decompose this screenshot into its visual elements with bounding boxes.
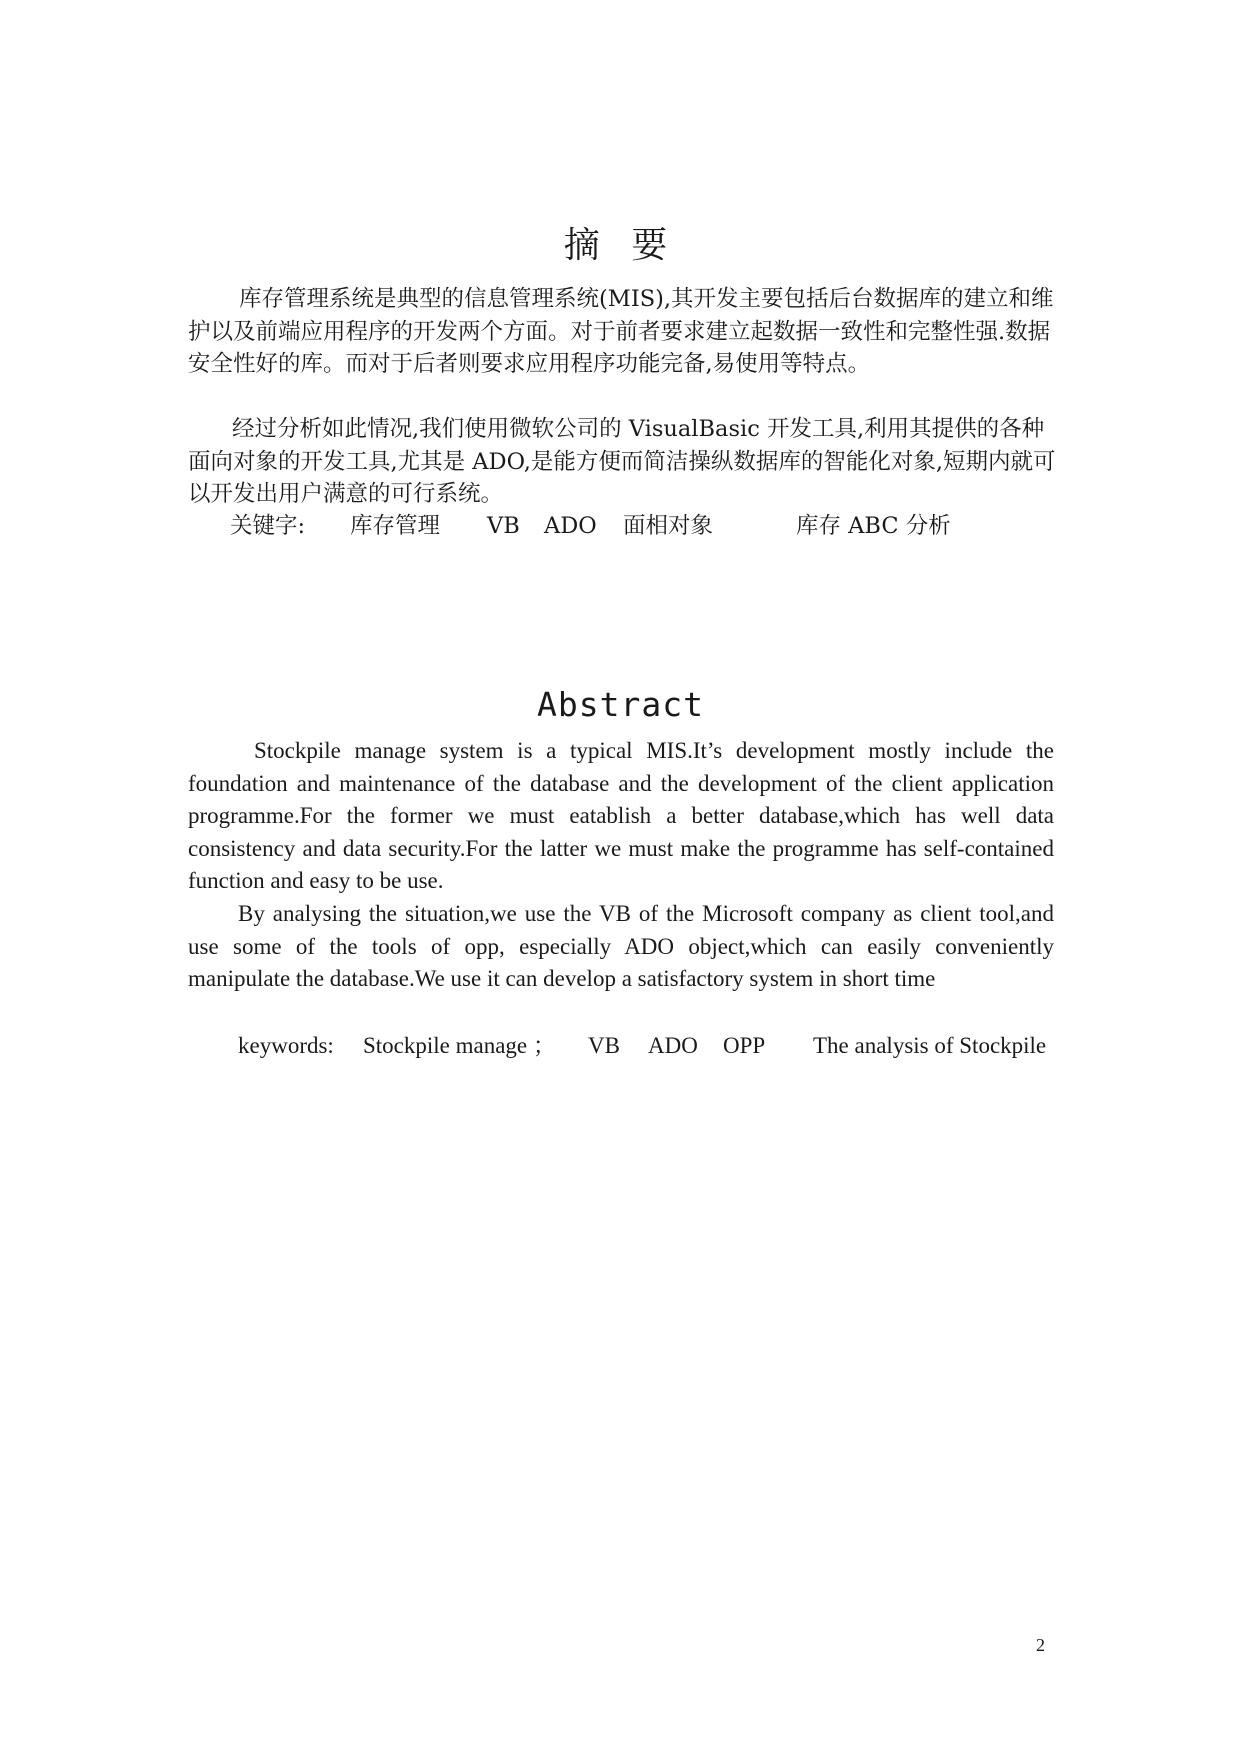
english-abstract-title: Abstract [537, 685, 704, 724]
english-keyword-item: The analysis of Stockpile [813, 1033, 1047, 1058]
chinese-keywords-label: 关键字: [230, 513, 306, 539]
page-number: 2 [1036, 1635, 1045, 1655]
chinese-keyword-item: VB [487, 513, 520, 539]
chinese-keyword-item: 面相对象 [623, 513, 714, 539]
english-keyword-item: OPP [723, 1033, 766, 1058]
english-abstract-paragraph-1: Stockpile manage system is a typical MIS.It’s development mostly include the foundation and maintenance of the database and the development of the client application programme.For the former we must eatablish a better database,which has well data consistency and data security.For the latter we must make the programme has self-contained function and easy to be use. [188, 738, 1054, 894]
english-keyword-item: Stockpile manage ； [363, 1033, 556, 1058]
chinese-keywords [230, 510, 1060, 542]
chinese-keyword-item: 库存 ABC 分析 [796, 513, 951, 539]
chinese-abstract-title: 摘 要 [563, 225, 678, 266]
chinese-abstract-paragraph-2: 经过分析如此情况,我们使用微软公司的 VisualBasic 开发工具,利用其提供的各种面向对象的开发工具,尤其是 ADO,是能方便而简洁操纵数据库的智能化对象,短期内就可以开发出用户满意的可行系统。 [188, 416, 1056, 507]
english-keywords-label: keywords: [238, 1033, 334, 1058]
english-keyword-item: VB [588, 1033, 620, 1058]
chinese-abstract-paragraph-1: 库存管理系统是典型的信息管理系统(MIS),其开发主要包括后台数据库的建立和维护以及前端应用程序的开发两个方面。对于前者要求建立起数据一致性和完整性强.数据安全性好的库。而对于后者则要求应用程序功能完备,易使用等特点。 [188, 286, 1054, 377]
english-keyword-item: ADO [648, 1033, 698, 1058]
chinese-keyword-item: 库存管理 [350, 513, 441, 539]
chinese-keyword-item: ADO [544, 513, 597, 539]
english-abstract-paragraph-2: By analysing the situation,we use the VB of the Microsoft company as client tool,and use some of the tools of opp, especially ADO object,which can easily conveniently manipulate the database.We use it can develop a satisfactory system in short time [188, 901, 1054, 992]
english-keywords [238, 1030, 1068, 1062]
